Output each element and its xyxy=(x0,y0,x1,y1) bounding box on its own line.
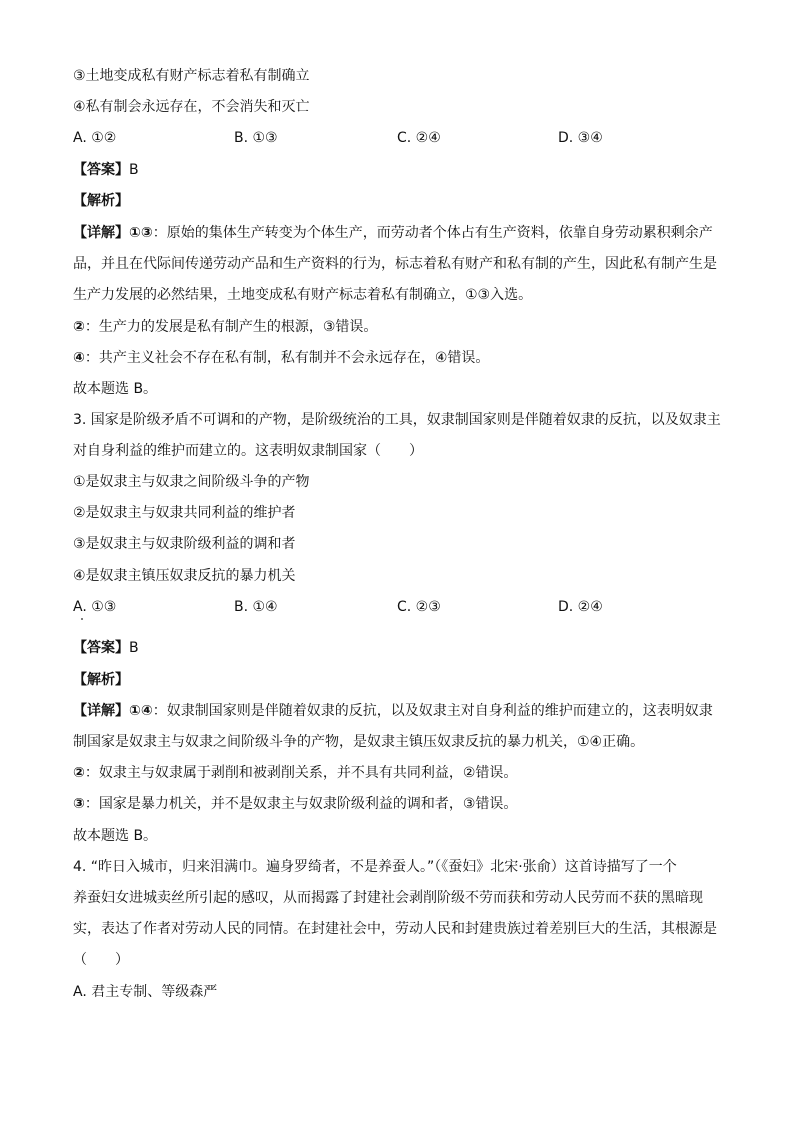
q3-wrong-2-mark: ② xyxy=(73,765,85,781)
q4-stem-line-4: （ ） xyxy=(73,952,129,968)
q2-item-3: ③土地变成私有财产标志着私有制确立 xyxy=(73,68,310,84)
q2-option-b: B. ①③ xyxy=(234,130,278,146)
q2-wrong-2-text: ：生产力的发展是私有制产生的根源，③错误。 xyxy=(84,319,378,335)
q3-answer xyxy=(73,638,733,658)
q2-conclusion: 故本题选 B。 xyxy=(73,381,158,397)
q3-detail-line-2: 制国家是奴隶主与奴隶之间阶级斗争的产物，是奴隶主镇压奴隶反抗的暴力机关，①④正确。 xyxy=(73,734,645,750)
q2-wrong-4-text: ：共产主义社会不存在私有制，私有制并不会永远存在，④错误。 xyxy=(84,350,490,366)
q3-wrong-3 xyxy=(73,794,733,814)
q3-option-a: A. ①③ xyxy=(73,599,117,615)
q2-detail-marks: ①③ xyxy=(129,225,153,241)
q2-answer-value: B xyxy=(129,162,139,178)
q3-wrong-2 xyxy=(73,763,733,783)
q3-conclusion: 故本题选 B。 xyxy=(73,828,158,844)
q3-item-1: ①是奴隶主与奴隶之间阶级斗争的产物 xyxy=(73,474,310,490)
q2-wrong-4 xyxy=(73,348,733,368)
q4-stem-line-1: 4. “昨日入城市，归来泪满巾。遍身罗绮者，不是养蚕人。”（《蚕妇》北宋·张俞）这首诗描写了一个 xyxy=(73,859,677,875)
q3-detail-text-1: ：奴隶制国家则是伴随着奴隶的反抗，以及奴隶主对自身利益的维护而建立的，这表明奴隶 xyxy=(152,703,713,719)
q3-item-4: ④是奴隶主镇压奴隶反抗的暴力机关 xyxy=(73,568,296,584)
q4-stem-line-2: 养蚕妇女进城卖丝所引起的感叹，从而揭露了封建社会剥削阶级不劳而获和劳动人民劳而不获的黑暗现 xyxy=(73,890,703,906)
q2-options xyxy=(73,128,733,148)
q2-detail-text-1: ：原始的集体生产转变为个体生产，而劳动者个体占有生产资料，依靠自身劳动累积剩余产 xyxy=(152,225,713,241)
q2-answer-label: 【答案】 xyxy=(73,162,129,178)
q2-detail-line-2: 品，并且在代际间传递劳动产品和生产资料的行为，标志着私有财产和私有制的产生，因此私有制产生是 xyxy=(73,256,717,272)
q2-analysis-label: 【解析】 xyxy=(73,193,129,209)
q3-option-c: C. ②③ xyxy=(397,599,441,615)
q3-item-3: ③是奴隶主与奴隶阶级利益的调和者 xyxy=(73,536,296,552)
q3-answer-value: B xyxy=(129,640,139,656)
q2-wrong-2 xyxy=(73,317,733,337)
q3-detail-label: 【详解】 xyxy=(73,703,129,719)
q2-detail-line-3: 生产力发展的必然结果，土地变成私有财产标志着私有制确立，①③入选。 xyxy=(73,287,533,303)
q3-wrong-3-mark: ③ xyxy=(73,796,85,812)
q2-wrong-2-mark: ② xyxy=(73,319,85,335)
q2-wrong-4-mark: ④ xyxy=(73,350,85,366)
q3-analysis-label: 【解析】 xyxy=(73,672,129,688)
q3-stem-line-1: 3. 国家是阶级矛盾不可调和的产物，是阶级统治的工具，奴隶制国家则是伴随着奴隶的反抗，以及奴隶主 xyxy=(73,412,721,428)
stray-dot xyxy=(81,618,83,620)
q2-detail-label: 【详解】 xyxy=(73,225,129,241)
q3-detail-line-1 xyxy=(73,701,733,721)
q3-stem-line-2: 对自身利益的维护而建立的。这表明奴隶制国家（ ） xyxy=(73,443,423,459)
q2-option-a: A. ①② xyxy=(73,130,117,146)
q3-option-d: D. ②④ xyxy=(558,599,603,615)
q3-item-2: ②是奴隶主与奴隶共同利益的维护者 xyxy=(73,505,296,521)
q2-detail-line-1 xyxy=(73,223,733,243)
q3-answer-label: 【答案】 xyxy=(73,640,129,656)
q2-answer xyxy=(73,160,733,180)
q3-wrong-3-text: ：国家是暴力机关，并不是奴隶主与奴隶阶级利益的调和者，③错误。 xyxy=(84,796,518,812)
q4-option-a: A. 君主专制、等级森严 xyxy=(73,984,218,1000)
q4-stem-line-3: 实，表达了作者对劳动人民的同情。在封建社会中，劳动人民和封建贵族过着差别巨大的生活，其根源是 xyxy=(73,921,717,937)
q3-options xyxy=(73,597,733,617)
q2-option-c: C. ②④ xyxy=(397,130,441,146)
q3-detail-marks: ①④ xyxy=(129,703,153,719)
q2-item-4: ④私有制会永远存在，不会消失和灭亡 xyxy=(73,99,310,115)
q3-option-b: B. ①④ xyxy=(234,599,278,615)
q3-wrong-2-text: ：奴隶主与奴隶属于剥削和被剥削关系，并不具有共同利益，②错误。 xyxy=(84,765,518,781)
q2-option-d: D. ③④ xyxy=(558,130,603,146)
